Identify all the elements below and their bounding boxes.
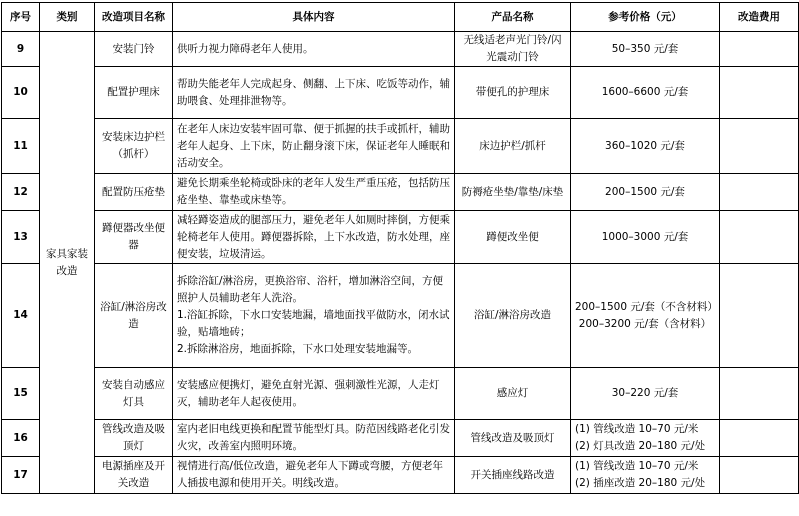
table-row xyxy=(2,174,799,211)
item-name: 安装自动感应灯具 xyxy=(95,368,173,420)
header-row xyxy=(2,3,799,32)
reference-price: 1000–3000 元/套 xyxy=(571,211,720,264)
table-row xyxy=(2,32,799,67)
reference-price xyxy=(571,420,720,457)
price-line: (2) 灯具改造 20–180 元/处 xyxy=(575,440,706,452)
table-row xyxy=(2,368,799,420)
item-name: 安装床边护栏（抓杆） xyxy=(95,119,173,174)
table-row xyxy=(2,211,799,264)
product-name: 管线改造及吸顶灯 xyxy=(455,420,571,457)
content-cell: 室内老旧电线更换和配置节能型灯具。防范因线路老化引发火灾，改善室内照明环境。 xyxy=(173,420,455,457)
row-number: 10 xyxy=(2,67,40,119)
row-number: 12 xyxy=(2,174,40,211)
reference-price xyxy=(571,264,720,368)
renovation-cost[interactable] xyxy=(720,67,799,119)
row-number: 14 xyxy=(2,264,40,368)
product-name: 蹲便改坐便 xyxy=(455,211,571,264)
content-cell: 供听力视力障碍老年人使用。 xyxy=(173,32,455,67)
renovation-cost[interactable] xyxy=(720,368,799,420)
reference-price: 200–1500 元/套 xyxy=(571,174,720,211)
item-name: 管线改造及吸顶灯 xyxy=(95,420,173,457)
renovation-cost[interactable] xyxy=(720,174,799,211)
price-line: 200–1500 元/套（不含材料） xyxy=(575,300,718,313)
header-category: 类别 xyxy=(40,3,95,32)
header-price: 参考价格（元） xyxy=(571,3,720,32)
header-product: 产品名称 xyxy=(455,3,571,32)
product-name: 防褥疮坐垫/靠垫/床垫 xyxy=(455,174,571,211)
renovation-table xyxy=(1,2,799,494)
item-name: 配置防压疮垫 xyxy=(95,174,173,211)
reference-price: 50–350 元/套 xyxy=(571,32,720,67)
price-line: 200–3200 元/套（含材料） xyxy=(578,317,712,330)
product-name: 无线适老声光门铃/闪光震动门铃 xyxy=(455,32,571,67)
table-row xyxy=(2,119,799,174)
content-cell: 避免长期乘坐轮椅或卧床的老年人发生严重压疮，包括防压疮坐垫、靠垫或床垫等。 xyxy=(173,174,455,211)
row-number: 16 xyxy=(2,420,40,457)
content-line: 1.浴缸拆除，下水口安装地漏，墙地面找平做防水，闭水试验，贴墙地砖； xyxy=(177,309,450,338)
renovation-cost[interactable] xyxy=(720,264,799,368)
renovation-cost[interactable] xyxy=(720,211,799,264)
table-row xyxy=(2,67,799,119)
renovation-cost[interactable] xyxy=(720,457,799,494)
product-name: 浴缸/淋浴房改造 xyxy=(455,264,571,368)
content-cell: 视情进行高/低位改造，避免老年人下蹲或弯腰，方便老年人插拔电源和使用开关。明线改造。 xyxy=(173,457,455,494)
price-line: (1) 管线改造 10–70 元/米 xyxy=(575,460,699,472)
product-name: 床边护栏/抓杆 xyxy=(455,119,571,174)
product-name: 感应灯 xyxy=(455,368,571,420)
header-no: 序号 xyxy=(2,3,40,32)
reference-price: 360–1020 元/套 xyxy=(571,119,720,174)
product-name: 带便孔的护理床 xyxy=(455,67,571,119)
item-name: 浴缸/淋浴房改造 xyxy=(95,264,173,368)
row-number: 15 xyxy=(2,368,40,420)
content-cell: 帮助失能老年人完成起身、侧翻、上下床、吃饭等动作，辅助喂食、处理排泄物等。 xyxy=(173,67,455,119)
item-name: 安装门铃 xyxy=(95,32,173,67)
price-line: (1) 管线改造 10–70 元/米 xyxy=(575,423,699,435)
content-line: 拆除浴缸/淋浴房，更换浴帘、浴杆，增加淋浴空间，方便照护人员辅助老年人洗浴。 xyxy=(177,275,444,304)
row-number: 9 xyxy=(2,32,40,67)
header-cost: 改造费用 xyxy=(720,3,799,32)
renovation-cost[interactable] xyxy=(720,32,799,67)
item-name: 电源插座及开关改造 xyxy=(95,457,173,494)
item-name: 蹲便器改坐便器 xyxy=(95,211,173,264)
item-name: 配置护理床 xyxy=(95,67,173,119)
product-name: 开关插座线路改造 xyxy=(455,457,571,494)
renovation-cost[interactable] xyxy=(720,420,799,457)
price-line: (2) 插座改造 20–180 元/处 xyxy=(575,477,706,489)
content-cell: 在老年人床边安装牢固可靠、便于抓握的扶手或抓杆，辅助老年人起身、上下床，防止翻身滚下床，保证老年人睡眠和活动安全。 xyxy=(173,119,455,174)
category-cell: 家具家装改造 xyxy=(40,32,95,494)
renovation-cost[interactable] xyxy=(720,119,799,174)
reference-price xyxy=(571,457,720,494)
row-number: 11 xyxy=(2,119,40,174)
reference-price: 1600–6600 元/套 xyxy=(571,67,720,119)
content-cell xyxy=(173,264,455,368)
header-item: 改造项目名称 xyxy=(95,3,173,32)
table-row xyxy=(2,457,799,494)
table-row xyxy=(2,264,799,368)
content-cell: 减轻蹲姿造成的腿部压力，避免老年人如厕时摔倒，方便乘轮椅老年人使用。蹲便器拆除，上下水改造，防水处理，座便安装，垃圾清运。 xyxy=(173,211,455,264)
content-line: 2.拆除淋浴房，地面拆除，下水口处理安装地漏等。 xyxy=(177,343,419,355)
header-content: 具体内容 xyxy=(173,3,455,32)
row-number: 13 xyxy=(2,211,40,264)
reference-price: 30–220 元/套 xyxy=(571,368,720,420)
content-cell: 安装感应便携灯，避免直射光源、强刺激性光源，人走灯灭，辅助老年人起夜使用。 xyxy=(173,368,455,420)
table-row xyxy=(2,420,799,457)
row-number: 17 xyxy=(2,457,40,494)
